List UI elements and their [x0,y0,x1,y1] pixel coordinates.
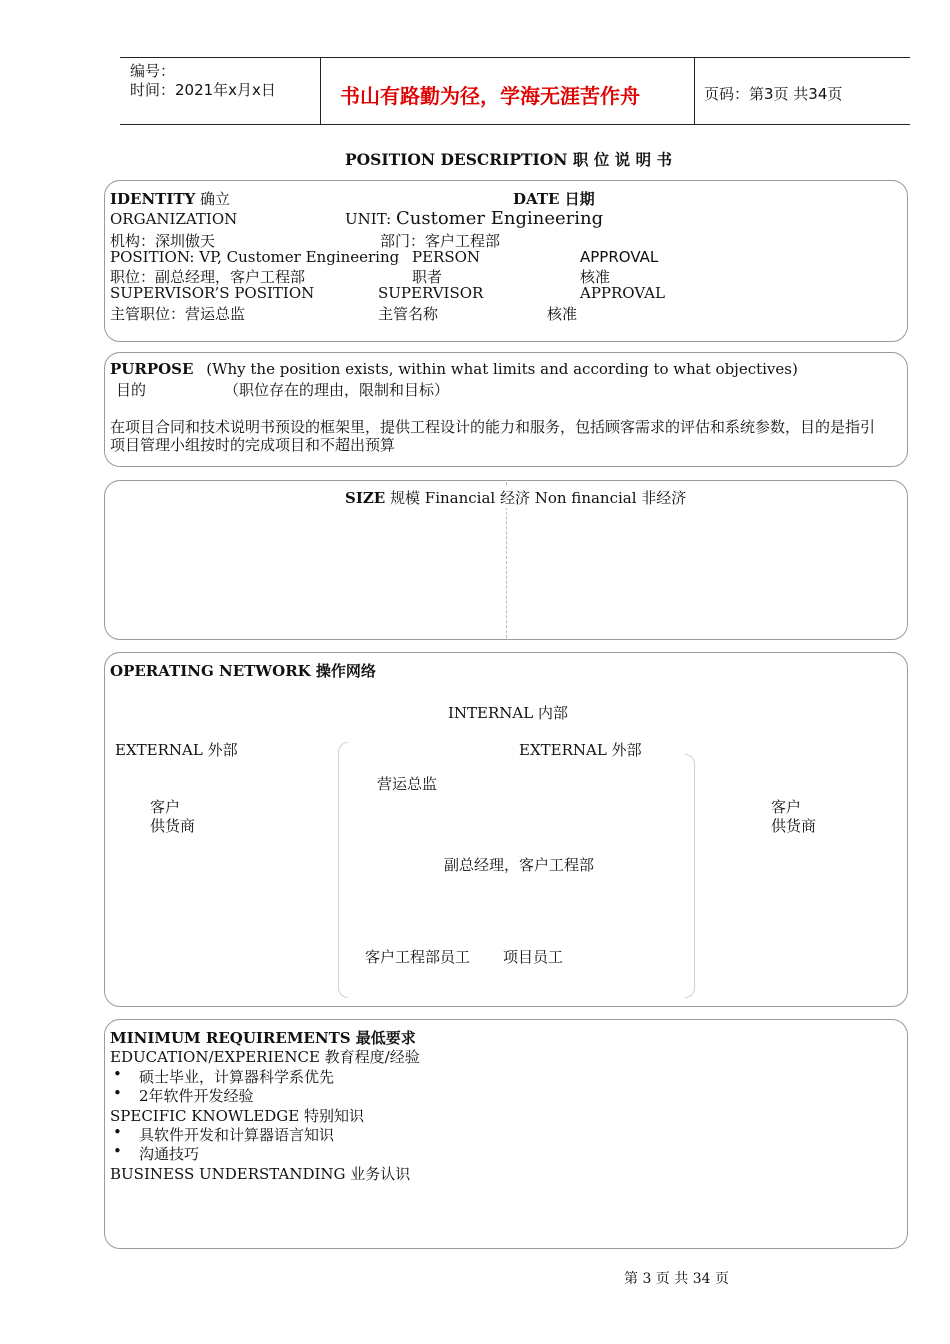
size-text: 规模 Financial 经济 Non financial 非经济 [390,489,687,507]
page-info: 页码：第3页 共34页 [704,85,843,103]
bullet-icon: • [113,1065,122,1083]
date-label: DATE 日期 [513,190,595,208]
approval2-label: APPROVAL [580,284,665,302]
network-bottom-role-2: 项目员工 [503,948,564,966]
purpose-heading [110,360,798,378]
bullet-icon: • [113,1123,122,1141]
network-heading: OPERATING NETWORK 操作网络 [110,662,376,680]
approval-label: APPROVAL [580,248,659,266]
motto: 书山有路勤为径，学海无涯苦作舟 [340,84,640,108]
education-item-1: 硕士毕业，计算器科学系优先 [139,1068,335,1086]
approval2-cn: 核准 [547,305,578,323]
time-label: 时间：2021年x月x日 [130,81,276,99]
supervisor-label: SUPERVISOR [378,284,484,302]
unit-value: Customer Engineering [396,208,604,229]
header-bottom-rule [120,124,910,125]
purpose-subtitle-cn: （职位存在的理由，限制和目标） [224,381,450,399]
supervisor-position-label: SUPERVISOR’S POSITION [110,284,315,302]
size-heading [345,487,686,508]
document-title: POSITION DESCRIPTION 职 位 说 明 书 [345,150,672,169]
organization-label: ORGANIZATION [110,210,238,228]
network-middle-role: 副总经理，客户工程部 [444,856,595,874]
header-divider-1 [320,57,321,124]
left-brace [338,742,348,998]
external-left-label: EXTERNAL 外部 [115,741,238,759]
knowledge-label: SPECIFIC KNOWLEDGE 特别知识 [110,1107,364,1125]
requirements-heading: MINIMUM REQUIREMENTS 最低要求 [110,1029,416,1047]
left-external-item-2: 供货商 [150,817,196,835]
position-label: POSITION: VP, Customer Engineering [110,248,400,266]
unit-cn: 部门：客户工程部 [380,232,501,250]
internal-label: INTERNAL 内部 [448,704,568,722]
approval-cn: 核准 [580,268,611,286]
right-external-item-1: 客户 [771,798,802,816]
purpose-subtitle: (Why the position exists, within what limits and according to what objectives) [206,360,798,378]
person-cn: 职者 [412,268,443,286]
right-external-item-2: 供货商 [771,817,817,835]
unit-label [345,208,603,229]
code-label: 编号： [130,62,176,80]
business-label: BUSINESS UNDERSTANDING 业务认识 [110,1165,411,1183]
external-center-label: EXTERNAL 外部 [519,741,642,759]
purpose-line-1: 在项目合同和技术说明书预设的框架里，提供工程设计的能力和服务，包括顾客需求的评估和系统参数，目的是指引 [110,418,876,436]
organization-cn: 机构：深圳傲天 [110,232,216,250]
page-footer: 第 3 页 共 34 页 [624,1271,729,1287]
education-label: EDUCATION/EXPERIENCE 教育程度/经验 [110,1048,420,1066]
identity-heading-cn: 确立 [200,190,231,208]
identity-heading-en: IDENTITY [110,190,196,208]
unit-label-text: UNIT: [345,210,392,228]
purpose-heading-cn: 目的 [116,381,147,399]
supervisor-cn: 主管名称 [378,305,439,323]
position-cn: 职位：副总经理，客户工程部 [110,268,306,286]
left-external-item-1: 客户 [150,798,181,816]
knowledge-item-2: 沟通技巧 [139,1145,200,1163]
bullet-icon: • [113,1142,122,1160]
network-bottom-role-1: 客户工程部员工 [365,948,471,966]
purpose-line-2: 项目管理小组按时的完成项目和不超出预算 [110,436,396,454]
bullet-icon: • [113,1084,122,1102]
header-divider-2 [694,57,695,124]
education-item-2: 2年软件开发经验 [139,1087,254,1105]
network-top-role: 营运总监 [377,775,438,793]
size-heading-en: SIZE [345,489,386,507]
person-label: PERSON [412,248,481,266]
supervisor-position-cn: 主管职位：营运总监 [110,305,246,323]
right-brace [685,754,695,998]
purpose-heading-en: PURPOSE [110,360,194,378]
header-top-rule [120,57,910,58]
identity-heading [110,188,230,209]
knowledge-item-1: 具软件开发和计算器语言知识 [139,1126,335,1144]
